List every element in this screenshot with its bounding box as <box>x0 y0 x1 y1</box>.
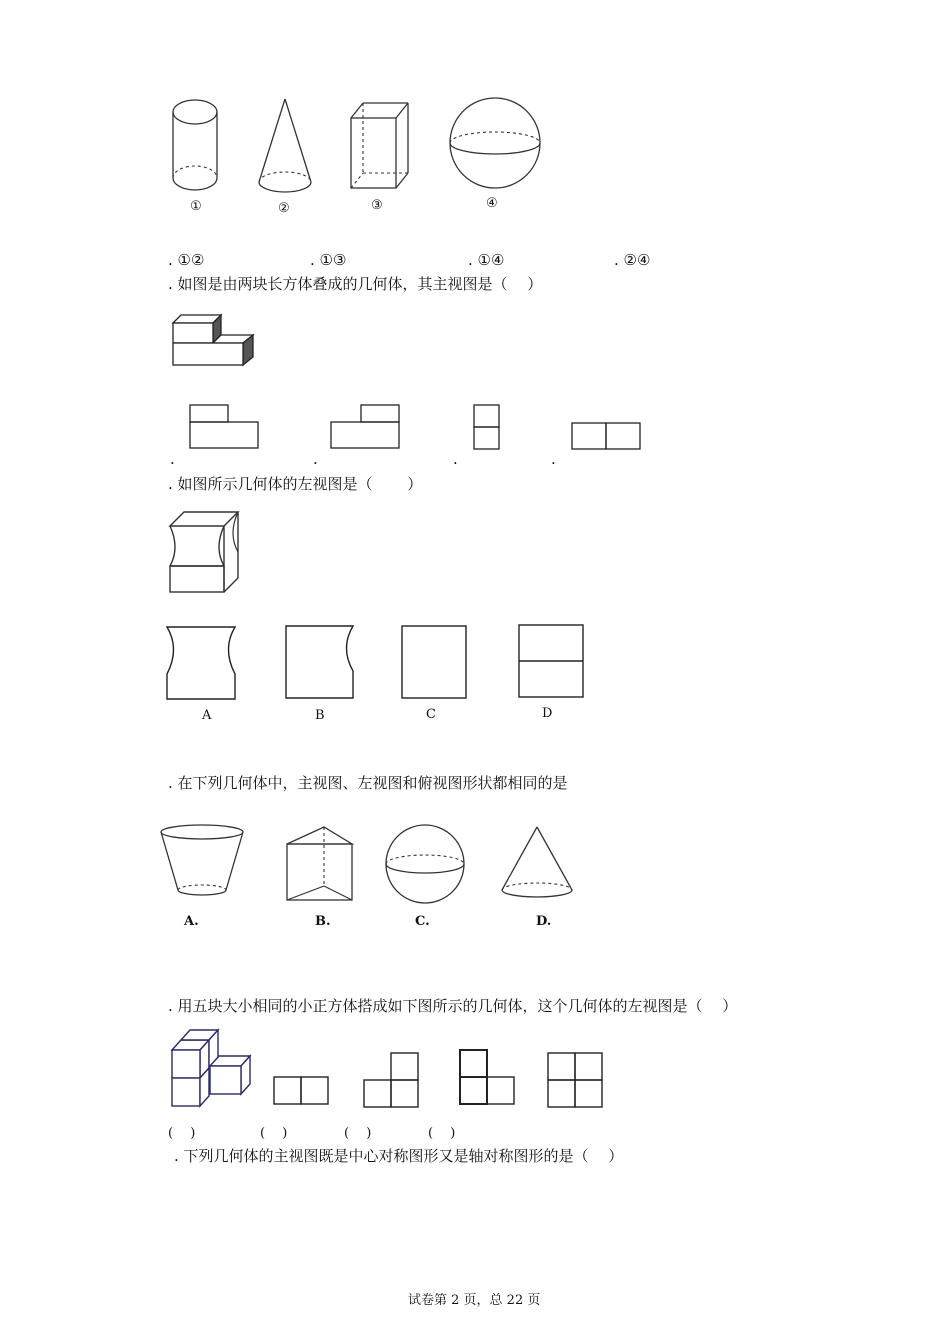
cylinder-icon <box>168 96 228 196</box>
left-option-d-figure[interactable] <box>516 622 596 702</box>
cubes-option-b-label: ( ) <box>260 1126 288 1141</box>
front-option-c-figure[interactable] <box>472 403 512 453</box>
front-option-d-figure[interactable] <box>570 421 650 461</box>
cubes-option-a-label: ( ) <box>168 1126 196 1141</box>
question-symmetry: . 下列几何体的主视图既是中心对称图形又是轴对称图形的是（ ） <box>174 1147 624 1165</box>
page-footer: 试卷第 2 页，总 22 页 <box>408 1293 541 1308</box>
question-front-view: . 如图是由两块长方体叠成的几何体，其主视图是（ ） <box>168 275 543 293</box>
cone-icon <box>256 96 316 196</box>
same-option-a-label: A. <box>184 914 199 929</box>
cubes-option-c-figure[interactable] <box>458 1048 528 1118</box>
left-option-a-figure[interactable] <box>164 624 244 704</box>
left-option-c-label: C <box>426 707 436 722</box>
question-cubes: . 用五块大小相同的小正方体搭成如下图所示的几何体，这个几何体的左视图是（ ） <box>168 997 738 1015</box>
cubes-option-d-label: ( ) <box>428 1126 456 1141</box>
five-cubes-icon <box>169 1026 259 1116</box>
cubes-option-a-figure[interactable] <box>272 1075 342 1115</box>
front-option-b-figure[interactable] <box>329 403 409 453</box>
same-option-c-label: C. <box>415 914 430 929</box>
sphere-icon <box>446 97 546 197</box>
option-c[interactable]: . ①④ <box>468 251 505 269</box>
front-option-d-marker: . <box>551 450 556 468</box>
cubes-option-c-label: ( ) <box>344 1126 372 1141</box>
front-option-c-marker: . <box>453 450 458 468</box>
figure-label-3: ③ <box>371 198 383 213</box>
cubes-option-b-figure[interactable] <box>362 1051 432 1121</box>
figure-label-2: ② <box>278 201 290 216</box>
question-left-view: . 如图所示几何体的左视图是（ ） <box>168 475 423 493</box>
triangular-prism-icon[interactable] <box>284 824 364 914</box>
option-a[interactable]: . ①② <box>168 251 205 269</box>
stacked-cuboids-icon <box>171 313 271 373</box>
carved-block-icon <box>166 508 246 598</box>
left-option-d-label: D <box>542 706 553 721</box>
figure-label-1: ① <box>190 199 202 214</box>
frustum-icon[interactable] <box>158 822 258 902</box>
sphere-option-icon[interactable] <box>384 822 484 912</box>
same-option-b-label: B. <box>315 914 331 929</box>
left-option-a-label: A <box>202 708 212 723</box>
left-option-b-label: B <box>315 708 325 723</box>
front-option-a-figure[interactable] <box>188 403 268 453</box>
cubes-option-d-figure[interactable] <box>546 1051 616 1121</box>
question-same-views: . 在下列几何体中，主视图、左视图和俯视图形状都相同的是 <box>168 774 568 792</box>
front-option-a-marker: . <box>170 450 175 468</box>
option-b[interactable]: . ①③ <box>310 251 347 269</box>
left-option-c-figure[interactable] <box>399 623 479 703</box>
option-d[interactable]: . ②④ <box>614 251 651 269</box>
same-option-d-label: D. <box>536 914 552 929</box>
left-option-b-figure[interactable] <box>283 623 363 703</box>
cuboid-icon <box>348 100 418 200</box>
front-option-b-marker: . <box>313 450 318 468</box>
figure-label-4: ④ <box>486 196 498 211</box>
cone-option-icon[interactable] <box>499 824 589 914</box>
